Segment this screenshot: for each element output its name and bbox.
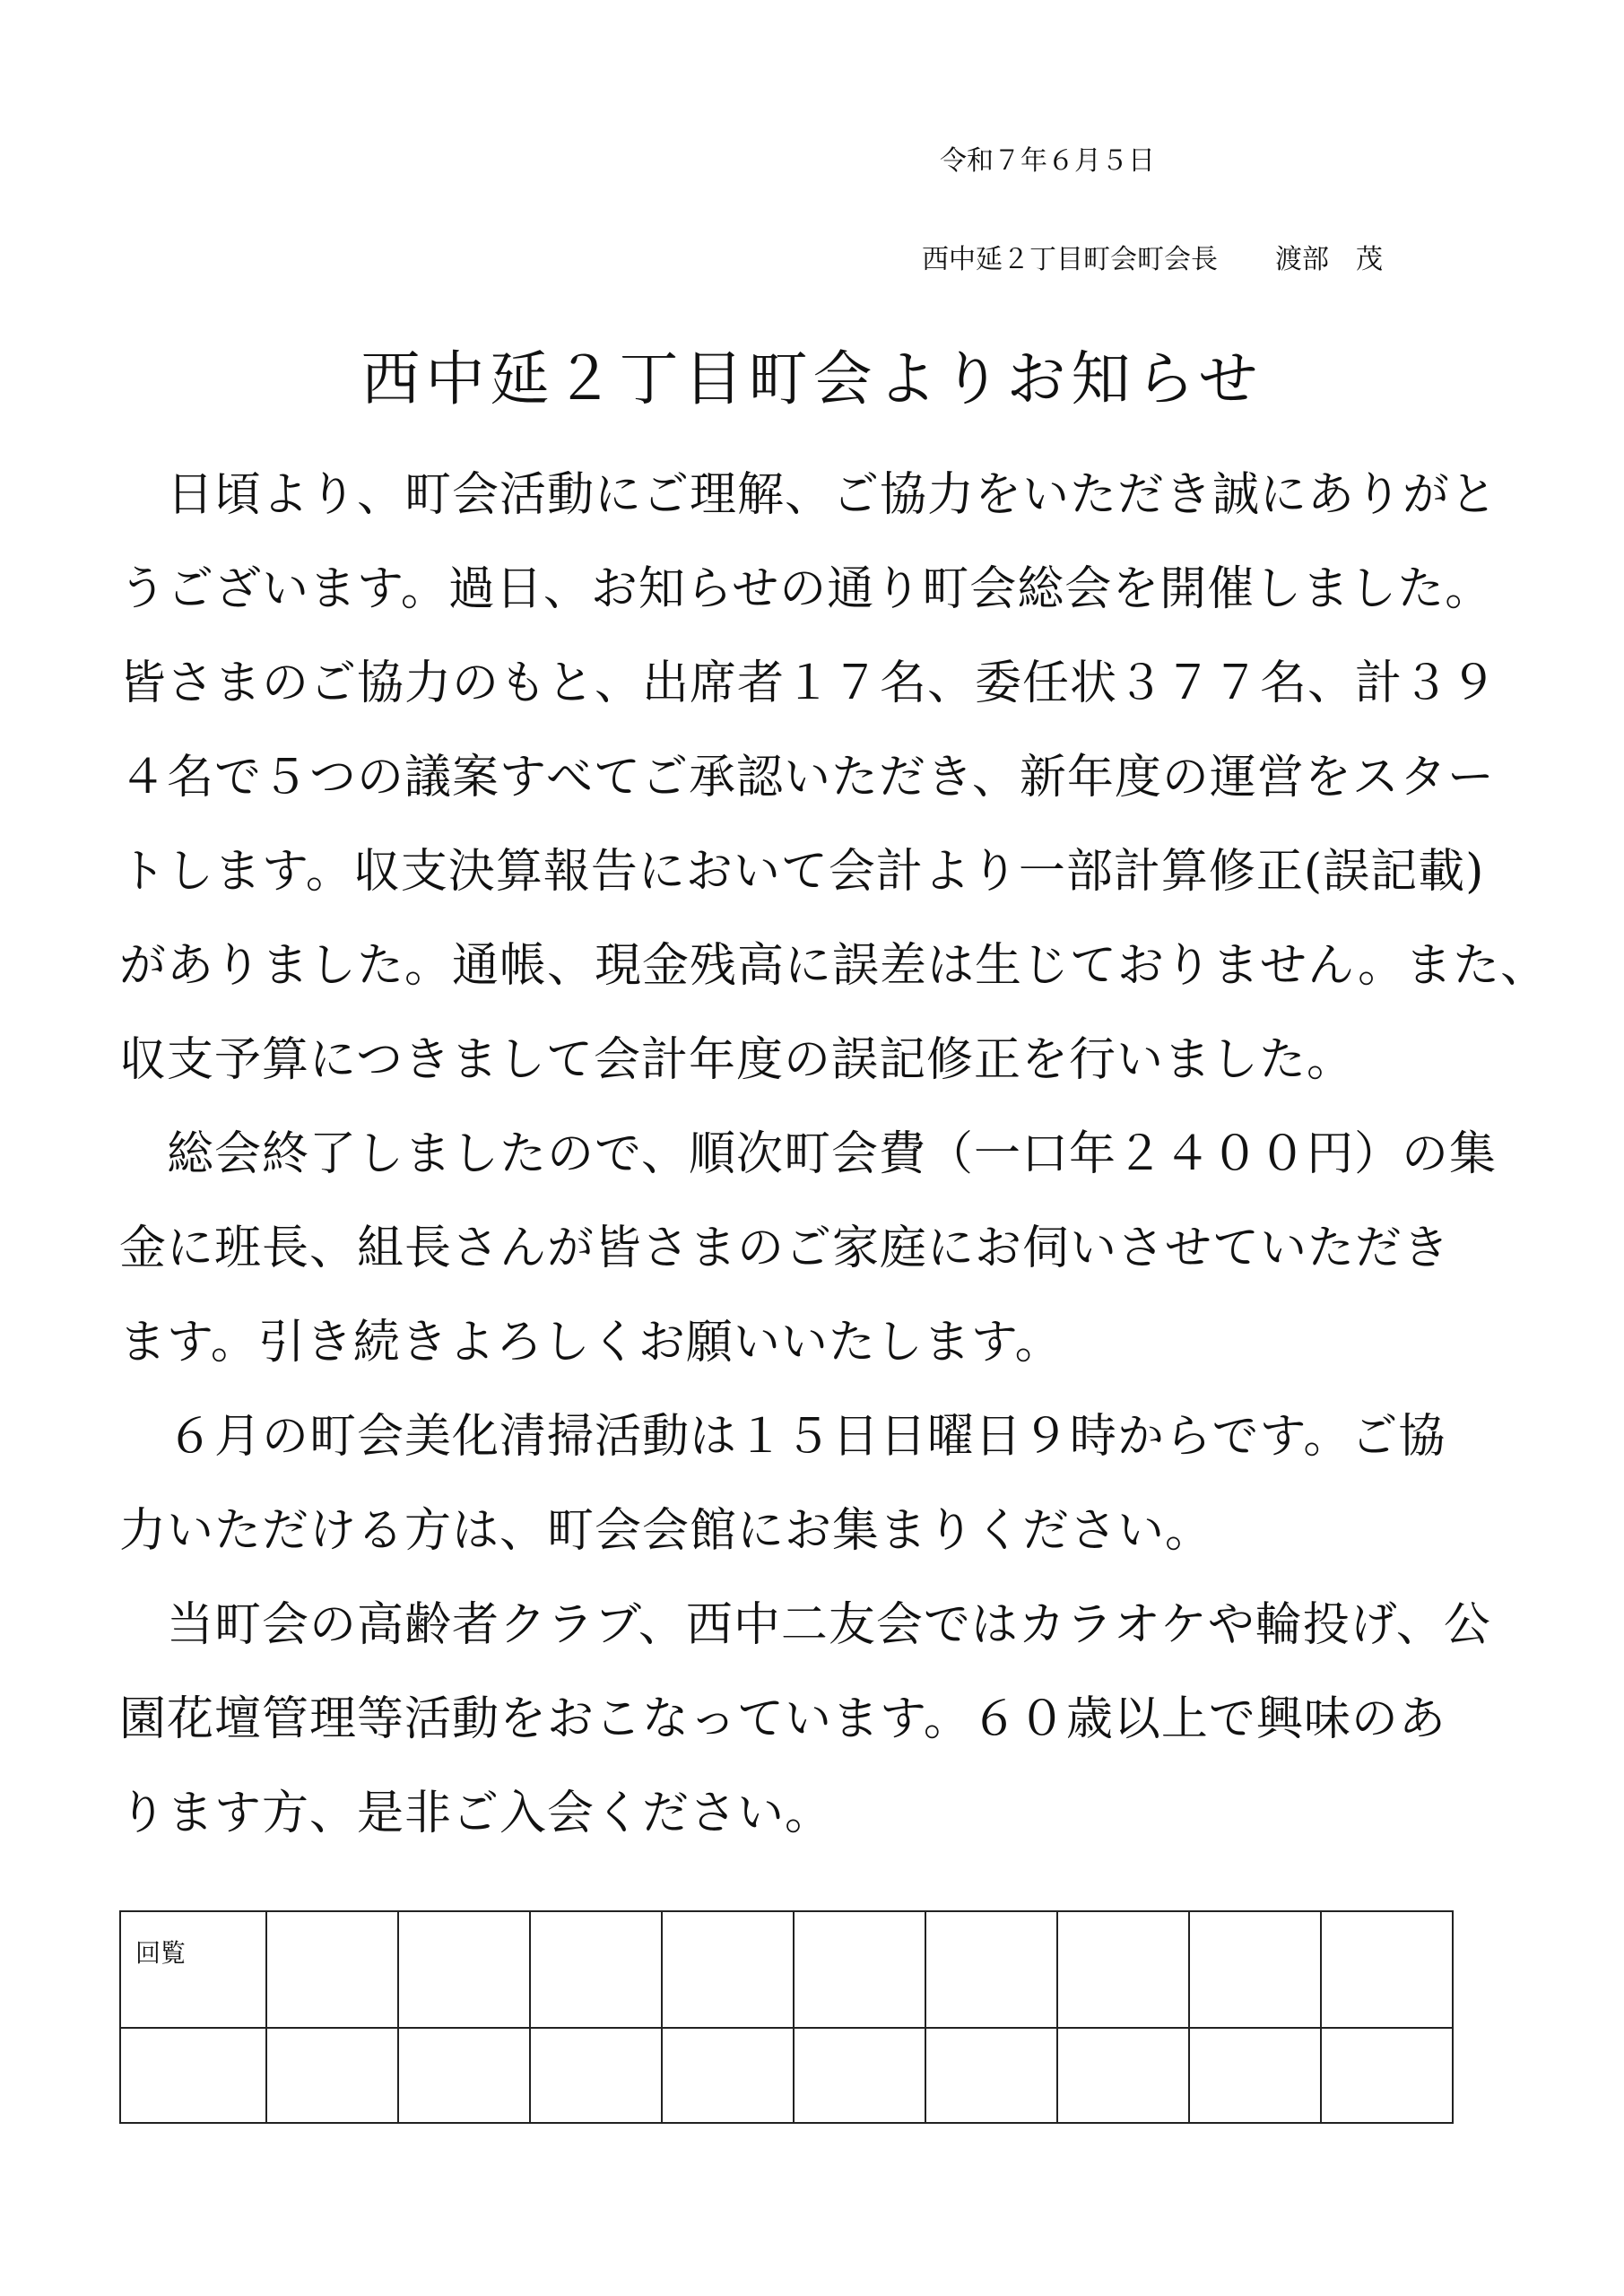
notice-body [119,448,1549,1861]
stamp-cell [925,1911,1057,2028]
circulation-row [120,1911,1453,2028]
text-line: 力いただける方は、町会会館にお集まりください。 [119,1504,1213,1558]
text-line: ります方、是非ご入会ください。 [119,1787,833,1840]
stamp-cell [1189,1911,1321,2028]
stamp-cell [530,1911,662,2028]
stamp-cell [662,2028,794,2123]
stamp-cell [662,1911,794,2028]
author-title: 西中延２丁目町会町会長 [922,244,1218,275]
stamp-cell [1321,2028,1453,2123]
text-line: 当町会の高齢者クラブ、西中二友会ではカラオケや輪投げ、公 [119,1598,1491,1652]
paragraph-general-meeting [119,448,1549,1108]
stamp-cell [530,2028,662,2123]
text-line: ます。引き続きよろしくお願いいたします。 [119,1316,1063,1370]
text-line: 日頃より、町会活動にご理解、ご協力をいただき誠にありがと [119,468,1498,522]
circulation-row [120,2028,1453,2123]
text-line: ４名で５つの議案すべてご承認いただき、新年度の運営をスター [119,751,1495,804]
stamp-cell [1057,1911,1189,2028]
stamp-cell [1189,2028,1321,2123]
paragraph-cleanup-activity [119,1390,1518,1578]
paragraph-senior-club [119,1578,1518,1861]
stamp-cell [925,2028,1057,2123]
text-line: 収支予算につきまして会計年度の誤記修正を行いました。 [119,1033,1354,1087]
stamp-cell [794,2028,925,2123]
stamp-cell [1057,2028,1189,2123]
stamp-cell [398,2028,530,2123]
text-line: 皆さまのご協力のもと、出席者１７名、委任状３７７名、計３９ [119,657,1498,710]
text-line: トします。収支決算報告において会計より一部計算修正(誤記載) [119,845,1485,899]
text-line: うございます。過日、お知らせの通り町会総会を開催しました。 [119,562,1493,616]
paragraph-membership-fee [119,1108,1518,1390]
circulation-table [119,1910,1454,2124]
text-line: 園花壇管理等活動をおこなっています。６０歳以上で興味のあ [119,1692,1446,1746]
stamp-cell [266,1911,398,2028]
stamp-cell [794,1911,925,2028]
circulation-label: 回覧 [120,1911,266,2028]
text-line: がありました。通帳、現金残高に誤差は生じておりません。また、 [119,939,1549,993]
stamp-cell [120,2028,266,2123]
text-line: 総会終了しましたので、順次町会費（一口年２４００円）の集 [119,1127,1497,1181]
author-line [922,242,1383,278]
text-line: 金に班長、組長さんが皆さまのご家庭にお伺いさせていただき [119,1222,1451,1275]
stamp-cell [398,1911,530,2028]
text-line: ６月の町会美化清掃活動は１５日日曜日９時からです。ご協 [119,1410,1446,1464]
page-title: 西中延２丁目町会よりお知らせ [360,344,1264,413]
notice-date: 令和７年６月５日 [940,145,1155,177]
stamp-cell [266,2028,398,2123]
stamp-cell [1321,1911,1453,2028]
author-name: 渡部 茂 [1275,244,1383,275]
